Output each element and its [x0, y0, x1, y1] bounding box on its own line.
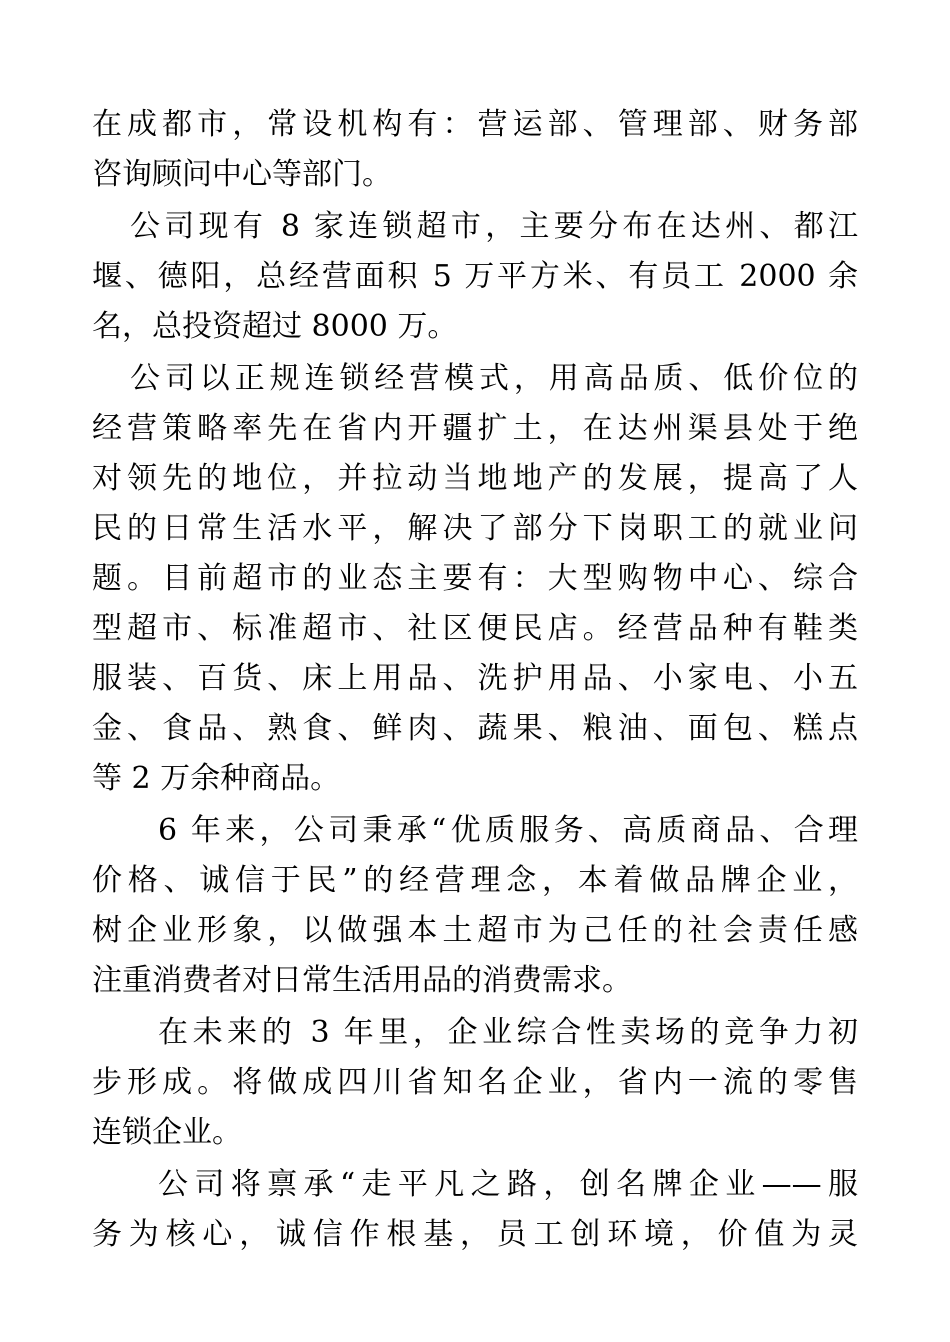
paragraph-organization	[92, 100, 858, 200]
paragraph-stores	[92, 202, 858, 352]
paragraph-motto	[92, 1160, 858, 1260]
text-line: 服装、百货、床上用品、洗护用品、小家电、小五	[92, 661, 858, 696]
text-line: 等 2 万余种商品。	[92, 761, 341, 796]
text-line: 名，总投资超过 8000 万。	[92, 309, 458, 344]
text-line: 堰、德阳，总经营面积 5 万平方米、有员工 2000 余	[92, 259, 858, 294]
paragraph-philosophy	[92, 806, 858, 1006]
text-line: 题。目前超市的业态主要有：大型购物中心、综合	[92, 561, 858, 596]
text-line: 连锁企业。	[92, 1115, 242, 1150]
text-line: 价格、诚信于民”的经营理念，本着做品牌企业，	[92, 863, 858, 898]
text-line: 公司将禀承“走平凡之路，创名牌企业——服	[158, 1167, 858, 1202]
paragraph-business-model	[92, 354, 858, 804]
text-line: 咨询顾问中心等部门。	[92, 157, 392, 192]
text-line: 务为核心，诚信作根基，员工创环境，价值为灵	[92, 1217, 858, 1252]
text-line: 公司以正规连锁经营模式，用高品质、低价位的	[130, 361, 858, 396]
text-line: 在成都市，常设机构有：营运部、管理部、财务部	[92, 107, 858, 142]
text-line: 型超市、标准超市、社区便民店。经营品种有鞋类	[92, 611, 858, 646]
text-line: 经营策略率先在省内开疆扩土，在达州渠县处于绝	[92, 411, 858, 446]
text-line: 民的日常生活水平，解决了部分下岗职工的就业问	[92, 511, 858, 546]
document-body	[92, 100, 858, 1262]
text-line: 金、食品、熟食、鲜肉、蔬果、粮油、面包、糕点	[92, 711, 858, 746]
text-line: 对领先的地位，并拉动当地地产的发展，提高了人	[92, 461, 858, 496]
text-line: 步形成。将做成四川省知名企业，省内一流的零售	[92, 1065, 858, 1100]
text-line: 注重消费者对日常生活用品的消费需求。	[92, 963, 632, 998]
text-line: 在未来的 3 年里，企业综合性卖场的竞争力初	[158, 1015, 858, 1050]
text-line: 6 年来，公司秉承“优质服务、高质商品、合理	[158, 813, 858, 848]
paragraph-future	[92, 1008, 858, 1158]
text-line: 公司现有 8 家连锁超市，主要分布在达州、都江	[130, 209, 858, 244]
text-line: 树企业形象，以做强本土超市为己任的社会责任感	[92, 913, 858, 948]
